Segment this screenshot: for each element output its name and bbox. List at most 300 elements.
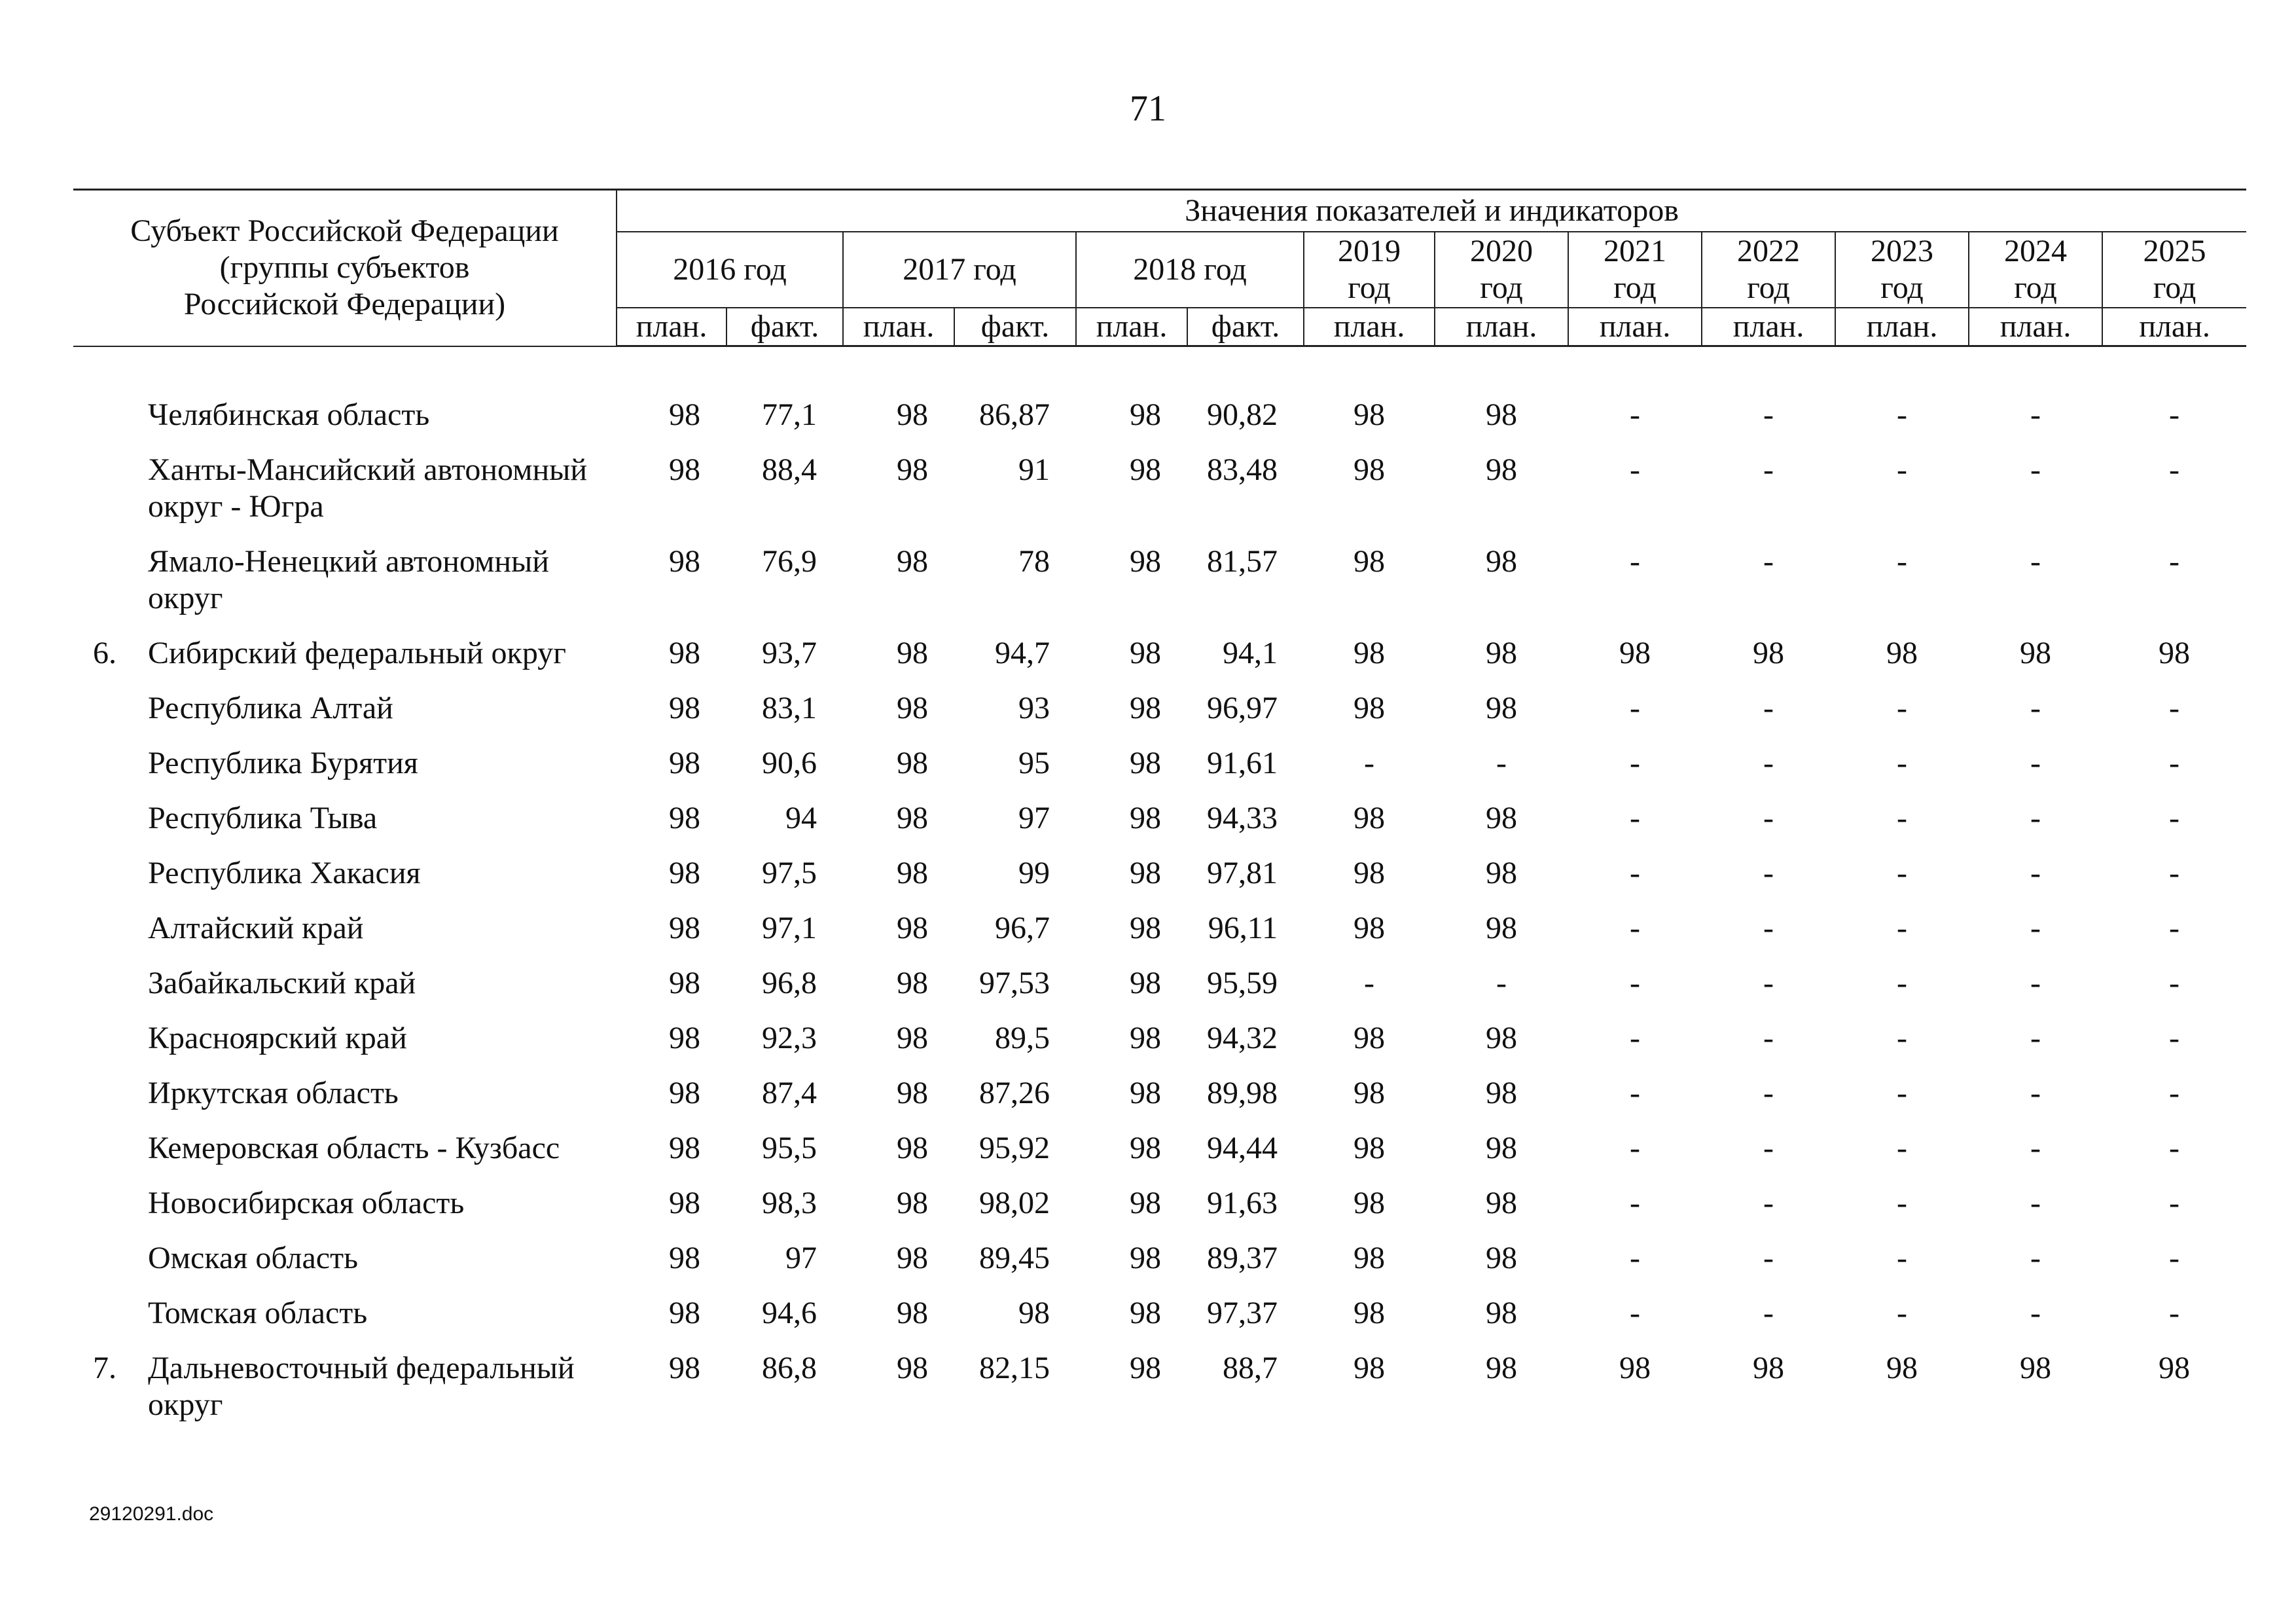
value-cell: - [2030, 1186, 2041, 1220]
value-cell: 94,33 [1207, 801, 1278, 835]
value-cell: 96,97 [1207, 691, 1278, 725]
page-number: 71 [1130, 88, 1166, 129]
value-cell: - [2169, 801, 2180, 835]
value-cell: 97 [785, 1241, 817, 1275]
value-cell: 98 [1354, 1351, 1386, 1385]
value-cell: 98 [1486, 452, 1518, 487]
value-cell: 93,7 [762, 636, 817, 670]
value-cell: 98 [669, 397, 701, 432]
value-cell: 98 [2159, 636, 2191, 670]
value-cell: - [2030, 544, 2041, 579]
table-header [73, 190, 2246, 346]
value-cell: - [2169, 1296, 2180, 1330]
value-cell: - [2169, 746, 2180, 780]
value-cell: 98 [1354, 1186, 1386, 1220]
value-cell: - [2030, 452, 2041, 487]
value-cell: 98 [897, 966, 929, 1000]
year-label: 2017 год [903, 252, 1016, 287]
table-row [73, 684, 2246, 739]
value-cell: 98 [1354, 1296, 1386, 1330]
value-cell: 98 [897, 1076, 929, 1110]
value-cell: 98,02 [979, 1186, 1050, 1220]
value-cell: - [1364, 746, 1374, 780]
row-number [73, 903, 145, 958]
value-cell: 88,7 [1223, 1351, 1278, 1385]
value-cell: - [2169, 1021, 2180, 1055]
region-name: Челябинская область [148, 397, 430, 432]
region-name: Дальневосточный федеральный округ [148, 1351, 575, 1422]
value-cell: 98 [1486, 636, 1518, 670]
value-cell: 98 [1130, 1296, 1162, 1330]
value-cell: 98 [1486, 397, 1518, 432]
value-cell: - [2169, 397, 2180, 432]
year-header [2102, 232, 2246, 308]
value-cell: 98 [669, 1296, 701, 1330]
value-cell: 89,98 [1207, 1076, 1278, 1110]
value-cell: - [2169, 691, 2180, 725]
value-cell: 98 [2020, 636, 2052, 670]
value-cell: 98 [2020, 1351, 2052, 1385]
value-cell: 97,53 [979, 966, 1050, 1000]
year-label: 2016 год [673, 252, 787, 287]
year-word: год [1348, 270, 1391, 305]
value-cell: 98 [897, 1021, 929, 1055]
value-cell: - [2169, 911, 2180, 945]
value-cell: 98 [897, 911, 929, 945]
value-cell: - [2030, 1296, 2041, 1330]
year-word: год [1480, 270, 1523, 305]
value-cell: 98 [1486, 1351, 1518, 1385]
year-word: год [1880, 270, 1924, 305]
year-label: 2018 год [1133, 252, 1247, 287]
value-cell: 98 [1130, 1241, 1162, 1275]
value-cell: - [1763, 1131, 1774, 1165]
value-cell: 98 [2159, 1351, 2191, 1385]
value-cell: - [1763, 691, 1774, 725]
year-header [617, 232, 843, 308]
value-cell: - [1763, 911, 1774, 945]
value-cell: 98 [1130, 911, 1162, 945]
value-cell: 94,1 [1223, 636, 1278, 670]
value-cell: - [1630, 1241, 1640, 1275]
region-name: Ямало-Ненецкий автономный округ [148, 544, 549, 615]
value-cell: - [1763, 856, 1774, 890]
value-cell: - [1630, 1296, 1640, 1330]
value-cell: 98 [669, 966, 701, 1000]
value-cell: 94,32 [1207, 1021, 1278, 1055]
value-cell: - [1897, 1131, 1907, 1165]
year-number: 2023 [1871, 234, 1934, 268]
row-number [73, 1233, 145, 1288]
region-name: Омская область [148, 1241, 358, 1275]
value-cell: 93 [1018, 691, 1050, 725]
value-cell: 98 [897, 746, 929, 780]
row-number: 7. [93, 1351, 117, 1385]
row-number [73, 537, 145, 629]
value-cell: 98 [669, 691, 701, 725]
value-cell: 98 [1130, 452, 1162, 487]
value-cell: - [1630, 1131, 1640, 1165]
value-cell: 98 [1354, 856, 1386, 890]
value-cell: - [1763, 1241, 1774, 1275]
value-cell: 87,4 [762, 1076, 817, 1110]
year-word: год [2014, 270, 2057, 305]
value-cell: 98 [897, 856, 929, 890]
value-cell: 98 [669, 801, 701, 835]
value-cell: - [1630, 911, 1640, 945]
value-cell: - [1763, 1021, 1774, 1055]
region-name: Республика Тыва [148, 801, 378, 835]
value-cell: 98 [897, 397, 929, 432]
year-number: 2019 [1338, 234, 1401, 268]
year-number: 2025 [2143, 234, 2206, 268]
value-cell: 95,92 [979, 1131, 1050, 1165]
subject-label-line-2: (группы субъектов [219, 250, 470, 285]
value-cell: 98 [1130, 966, 1162, 1000]
value-cell: - [2169, 966, 2180, 1000]
value-cell: 97,81 [1207, 856, 1278, 890]
plan-header: план. [1835, 308, 1969, 346]
fact-header: факт. [726, 308, 843, 346]
value-cell: 97,37 [1207, 1296, 1278, 1330]
region-name: Республика Хакасия [148, 856, 421, 890]
value-cell: 98 [669, 746, 701, 780]
table-row [73, 1233, 2246, 1288]
value-cell: 98 [1354, 911, 1386, 945]
row-number [73, 1178, 145, 1233]
value-cell: 98 [1130, 544, 1162, 579]
value-cell: - [1897, 801, 1907, 835]
value-cell: - [2030, 691, 2041, 725]
row-number: 6. [93, 636, 117, 670]
value-cell: - [2169, 452, 2180, 487]
value-cell: 96,8 [762, 966, 817, 1000]
value-cell: 98 [669, 1021, 701, 1055]
value-cell: - [1364, 966, 1374, 1000]
subject-label-line-3: Российской Федерации) [183, 287, 506, 322]
value-cell: 98 [1354, 1021, 1386, 1055]
value-cell: 98,3 [762, 1186, 817, 1220]
value-cell: 98 [897, 801, 929, 835]
value-cell: 98 [669, 452, 701, 487]
plan-header: план. [1568, 308, 1702, 346]
table-row [73, 629, 2246, 684]
value-cell: - [1630, 856, 1640, 890]
value-cell: - [1763, 397, 1774, 432]
value-cell: 98 [1130, 636, 1162, 670]
year-number: 2022 [1737, 234, 1801, 268]
value-cell: 98 [1130, 801, 1162, 835]
region-name: Республика Алтай [148, 691, 393, 725]
value-cell: 83,48 [1207, 452, 1278, 487]
value-cell: 98 [669, 1186, 701, 1220]
region-name: Иркутская область [148, 1076, 399, 1110]
value-cell: 98 [897, 691, 929, 725]
value-cell: 97,1 [762, 911, 817, 945]
row-number [73, 1123, 145, 1178]
value-cell: 96,11 [1208, 911, 1278, 945]
value-cell: 87,26 [979, 1076, 1050, 1110]
value-cell: 91,63 [1207, 1186, 1278, 1220]
region-name: Алтайский край [148, 911, 364, 945]
value-cell: - [2030, 911, 2041, 945]
row-number [73, 445, 145, 537]
table-row [73, 958, 2246, 1013]
value-cell: 91,61 [1207, 746, 1278, 780]
year-header [1435, 232, 1568, 308]
value-cell: 98 [1354, 801, 1386, 835]
region-name: Сибирский федеральный округ [148, 636, 566, 670]
table-row [73, 903, 2246, 958]
value-cell: - [2030, 801, 2041, 835]
table-row [73, 848, 2246, 903]
value-cell: - [1763, 1186, 1774, 1220]
value-cell: - [1630, 452, 1640, 487]
value-cell: - [1630, 966, 1640, 1000]
value-cell: 94,44 [1207, 1131, 1278, 1165]
value-cell: - [2030, 1076, 2041, 1110]
value-cell: - [1630, 1021, 1640, 1055]
year-word: год [1613, 270, 1657, 305]
year-header [1568, 232, 1702, 308]
value-cell: 98 [1753, 1351, 1785, 1385]
value-cell: 98 [669, 1131, 701, 1165]
plan-header: план. [843, 308, 954, 346]
value-cell: - [2169, 856, 2180, 890]
value-cell: 96,7 [995, 911, 1050, 945]
table-row [73, 1343, 2246, 1435]
value-cell: 98 [1486, 1296, 1518, 1330]
value-cell: - [1630, 801, 1640, 835]
value-cell: 90,82 [1207, 397, 1278, 432]
value-cell: 82,15 [979, 1351, 1050, 1385]
value-cell: 90,6 [762, 746, 817, 780]
value-cell: 98 [1486, 1131, 1518, 1165]
value-cell: - [2030, 1021, 2041, 1055]
value-cell: 98 [897, 1186, 929, 1220]
row-number [73, 390, 145, 445]
value-cell: 98 [1486, 1186, 1518, 1220]
year-header [1702, 232, 1835, 308]
year-header [1835, 232, 1969, 308]
value-cell: 98 [1018, 1296, 1050, 1330]
table-row [73, 1178, 2246, 1233]
value-cell: 98 [1130, 746, 1162, 780]
year-number: 2024 [2004, 234, 2068, 268]
value-cell: 98 [669, 911, 701, 945]
value-cell: - [2030, 1241, 2041, 1275]
value-cell: - [1897, 1186, 1907, 1220]
value-cell: - [1897, 1021, 1907, 1055]
year-number: 2021 [1604, 234, 1667, 268]
value-cell: 89,37 [1207, 1241, 1278, 1275]
value-cell: 94,7 [995, 636, 1050, 670]
value-cell: - [2169, 1131, 2180, 1165]
value-cell: - [1630, 746, 1640, 780]
value-cell: 98 [1486, 1021, 1518, 1055]
value-cell: 91 [1018, 452, 1050, 487]
value-cell: - [1763, 452, 1774, 487]
value-cell: - [1897, 1296, 1907, 1330]
value-cell: 98 [1354, 1131, 1386, 1165]
year-header [843, 232, 1076, 308]
value-cell: 98 [897, 636, 929, 670]
row-number [73, 958, 145, 1013]
value-cell: - [1897, 544, 1907, 579]
row-number [73, 1288, 145, 1343]
value-cell: 94,6 [762, 1296, 817, 1330]
value-cell: 98 [1354, 544, 1386, 579]
value-cell: 88,4 [762, 452, 817, 487]
value-cell: - [1897, 746, 1907, 780]
plan-header: план. [1076, 308, 1187, 346]
region-name: Кемеровская область - Кузбасс [148, 1131, 560, 1165]
value-cell: - [1763, 1296, 1774, 1330]
table-row [73, 1123, 2246, 1178]
value-cell: - [1763, 966, 1774, 1000]
value-cell: - [1630, 691, 1640, 725]
row-number [73, 1068, 145, 1123]
value-cell: 98 [1354, 691, 1386, 725]
year-number: 2020 [1470, 234, 1534, 268]
value-cell: - [2030, 746, 2041, 780]
value-cell: - [2169, 1241, 2180, 1275]
value-cell: 98 [1486, 544, 1518, 579]
region-name: Новосибирская область [148, 1186, 465, 1220]
row-number [73, 739, 145, 793]
value-cell: 98 [1486, 911, 1518, 945]
value-cell: - [1897, 911, 1907, 945]
value-cell: - [1630, 1186, 1640, 1220]
value-cell: 98 [1130, 397, 1162, 432]
value-cell: 98 [1619, 636, 1651, 670]
value-cell: 98 [1130, 856, 1162, 890]
indicators-table [73, 189, 2246, 1435]
value-cell: 98 [1886, 636, 1918, 670]
table-row [73, 793, 2246, 848]
value-cell: - [2030, 397, 2041, 432]
value-cell: 98 [1130, 691, 1162, 725]
value-cell: 78 [1018, 544, 1050, 579]
year-header [1076, 232, 1304, 308]
value-cell: 86,87 [979, 397, 1050, 432]
value-cell: - [2030, 856, 2041, 890]
value-cell: 86,8 [762, 1351, 817, 1385]
value-cell: 98 [1753, 636, 1785, 670]
plan-header: план. [1702, 308, 1835, 346]
value-cell: 98 [897, 544, 929, 579]
value-cell: 98 [1354, 452, 1386, 487]
value-cell: 98 [1354, 636, 1386, 670]
fact-header: факт. [954, 308, 1076, 346]
value-cell: 89,5 [995, 1021, 1050, 1055]
value-cell: 98 [1486, 856, 1518, 890]
value-cell: - [2030, 966, 2041, 1000]
value-cell: 98 [1619, 1351, 1651, 1385]
table-row [73, 445, 2246, 537]
value-cell: 92,3 [762, 1021, 817, 1055]
subject-column-header [73, 190, 617, 346]
value-cell: 98 [1130, 1021, 1162, 1055]
fact-header: факт. [1187, 308, 1304, 346]
year-header [1304, 232, 1435, 308]
value-cell: 98 [1130, 1076, 1162, 1110]
plan-header: план. [617, 308, 726, 346]
plan-header: план. [1435, 308, 1568, 346]
values-header: Значения показателей и индикаторов [617, 190, 2246, 232]
value-cell: - [1897, 397, 1907, 432]
value-cell: 95,59 [1207, 966, 1278, 1000]
table-row [73, 739, 2246, 793]
region-name: Забайкальский край [148, 966, 416, 1000]
table-row [73, 390, 2246, 445]
value-cell: 98 [897, 1351, 929, 1385]
subject-label-line-1: Субъект Российской Федерации [130, 213, 559, 249]
value-cell: - [1897, 691, 1907, 725]
year-header [1969, 232, 2102, 308]
value-cell: 98 [669, 856, 701, 890]
value-cell: - [1763, 801, 1774, 835]
value-cell: 89,45 [979, 1241, 1050, 1275]
value-cell: 98 [1354, 1076, 1386, 1110]
region-name: Томская область [148, 1296, 368, 1330]
value-cell: 99 [1018, 856, 1050, 890]
value-cell: - [1897, 1076, 1907, 1110]
value-cell: 98 [669, 636, 701, 670]
value-cell: 98 [1486, 801, 1518, 835]
value-cell: 95 [1018, 746, 1050, 780]
value-cell: 97 [1018, 801, 1050, 835]
value-cell: 98 [1130, 1186, 1162, 1220]
value-cell: 98 [669, 1241, 701, 1275]
plan-header: план. [1969, 308, 2102, 346]
value-cell: 76,9 [762, 544, 817, 579]
year-word: год [2153, 270, 2197, 305]
row-number [73, 684, 145, 739]
value-cell: 98 [1486, 691, 1518, 725]
region-name: Ханты-Мансийский автономный округ - Югра [148, 452, 588, 524]
region-name: Республика Бурятия [148, 746, 418, 780]
value-cell: - [1630, 544, 1640, 579]
value-cell: 81,57 [1207, 544, 1278, 579]
value-cell: 98 [1486, 1241, 1518, 1275]
value-cell: 98 [1130, 1131, 1162, 1165]
table-row [73, 537, 2246, 629]
value-cell: - [2169, 544, 2180, 579]
value-cell: 98 [897, 1296, 929, 1330]
year-word: год [1747, 270, 1790, 305]
value-cell: - [1897, 452, 1907, 487]
value-cell: - [1763, 1076, 1774, 1110]
value-cell: 77,1 [762, 397, 817, 432]
row-number [73, 793, 145, 848]
document-code: 29120291.doc [89, 1503, 214, 1525]
value-cell: 95,5 [762, 1131, 817, 1165]
value-cell: 98 [1354, 397, 1386, 432]
value-cell: 83,1 [762, 691, 817, 725]
value-cell: 98 [1130, 1351, 1162, 1385]
plan-header: план. [2102, 308, 2246, 346]
value-cell: 98 [897, 452, 929, 487]
value-cell: 98 [1486, 1076, 1518, 1110]
value-cell: 98 [1886, 1351, 1918, 1385]
value-cell: - [1630, 1076, 1640, 1110]
value-cell: 98 [1354, 1241, 1386, 1275]
region-name: Красноярский край [148, 1021, 407, 1055]
value-cell: - [1763, 544, 1774, 579]
table-row [73, 1013, 2246, 1068]
value-cell: - [2169, 1186, 2180, 1220]
